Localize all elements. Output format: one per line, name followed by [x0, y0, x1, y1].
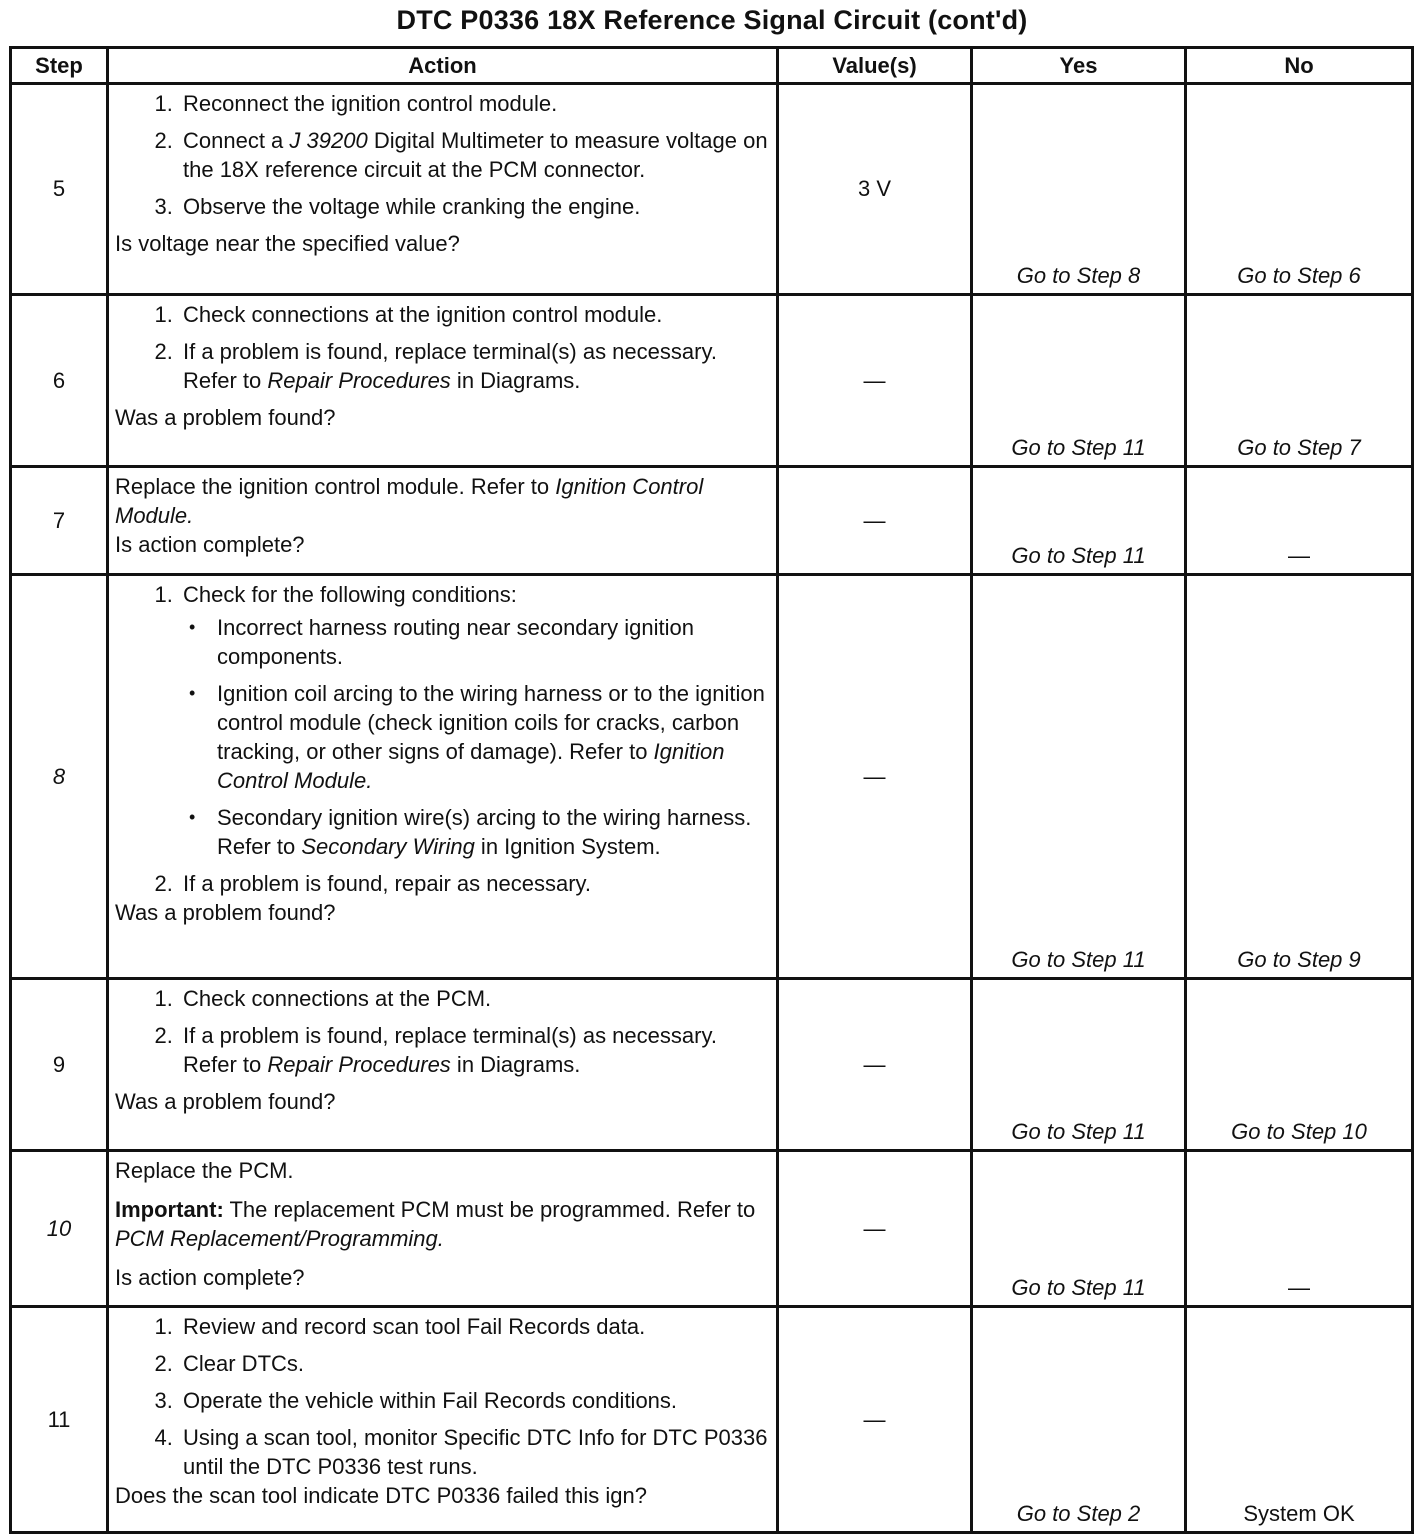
list-item: 1. Review and record scan tool Fail Records data. [179, 1312, 770, 1341]
value-cell: — [778, 1307, 972, 1533]
list-item: 1. Check connections at the ignition control module. [179, 300, 770, 329]
yes-cell: Go to Step 2 [972, 1307, 1186, 1533]
no-cell: Go to Step 6 [1186, 84, 1413, 295]
no-cell: — [1186, 1151, 1413, 1307]
value-cell: — [778, 1151, 972, 1307]
yes-cell: Go to Step 8 [972, 84, 1186, 295]
list-item: 1. Check for the following conditions: • Incorrect harness routing near secondary ignition components. • Ignition coil arcing to the wiring harness or to the ignition control module (check ignition coils for cracks, carbon tracking, or other signs of damage). Refer to Ignition Control Module. • Secondary ignition wire(s) arcing to the wiring harness. Refer to Secondary Wiring in Ignition System. [179, 580, 770, 861]
action-text: Replace the ignition control module. Refer to Ignition Control Module. [115, 474, 704, 528]
yes-cell: Go to Step 11 [972, 979, 1186, 1151]
important-note: Important: The replacement PCM must be programmed. Refer to PCM Replacement/Programming. [115, 1197, 756, 1251]
yes-cell: Go to Step 11 [972, 575, 1186, 979]
page-title: DTC P0336 18X Reference Signal Circuit (cont'd) [396, 5, 1028, 35]
value-cell: — [778, 295, 972, 467]
action-cell [108, 1151, 778, 1307]
list-item: 3. Observe the voltage while cranking the engine. [179, 192, 770, 221]
value-cell: — [778, 467, 972, 575]
no-cell: Go to Step 9 [1186, 575, 1413, 979]
table-row-step-7 [11, 467, 1413, 575]
question: Was a problem found? [115, 405, 336, 430]
col-header-no: No [1186, 48, 1413, 84]
no-cell: Go to Step 7 [1186, 295, 1413, 467]
question: Was a problem found? [115, 900, 336, 925]
question: Is action complete? [115, 532, 305, 557]
header-row [11, 48, 1413, 84]
table-row-step-6 [11, 295, 1413, 467]
bullet-item: • Incorrect harness routing near secondary ignition components. [215, 613, 770, 671]
action-cell [108, 467, 778, 575]
value-cell: — [778, 979, 972, 1151]
question: Is action complete? [115, 1265, 305, 1290]
table-row-step-11 [11, 1307, 1413, 1533]
col-header-values: Value(s) [778, 48, 972, 84]
value-cell: 3 V [778, 84, 972, 295]
no-cell: Go to Step 10 [1186, 979, 1413, 1151]
list-item: 1. Reconnect the ignition control module. [179, 89, 770, 118]
action-cell [108, 1307, 778, 1533]
bullet-item: • Ignition coil arcing to the wiring harness or to the ignition control module (check ignition coils for cracks, carbon tracking, or other signs of damage). Refer to Ignition Control Module. [215, 679, 770, 795]
yes-cell: Go to Step 11 [972, 1151, 1186, 1307]
col-header-yes: Yes [972, 48, 1186, 84]
step-number: 11 [11, 1307, 108, 1533]
action-text: Replace the PCM. [115, 1158, 294, 1183]
no-cell: System OK [1186, 1307, 1413, 1533]
question: Does the scan tool indicate DTC P0336 failed this ign? [115, 1483, 647, 1508]
step-number: 8 [11, 575, 108, 979]
value-cell: — [778, 575, 972, 979]
table-row-step-8 [11, 575, 1413, 979]
step-number: 5 [11, 84, 108, 295]
yes-cell: Go to Step 11 [972, 295, 1186, 467]
action-cell [108, 295, 778, 467]
list-item: 2. Connect a J 39200 Digital Multimeter to measure voltage on the 18X reference circuit at the PCM connector. [179, 126, 770, 184]
step-number: 6 [11, 295, 108, 467]
table-row-step-10 [11, 1151, 1413, 1307]
action-cell [108, 979, 778, 1151]
list-item: 4. Using a scan tool, monitor Specific DTC Info for DTC P0336 until the DTC P0336 test runs. [179, 1423, 770, 1481]
list-item: 1. Check connections at the PCM. [179, 984, 770, 1013]
col-header-action: Action [108, 48, 778, 84]
question: Is voltage near the specified value? [115, 231, 460, 256]
yes-cell: Go to Step 11 [972, 467, 1186, 575]
col-header-step: Step [11, 48, 108, 84]
table-row-step-9 [11, 979, 1413, 1151]
list-item: 2. Clear DTCs. [179, 1349, 770, 1378]
list-item: 2. If a problem is found, replace terminal(s) as necessary. Refer to Repair Procedures in Diagrams. [179, 1021, 770, 1079]
step-number: 9 [11, 979, 108, 1151]
step-number: 7 [11, 467, 108, 575]
no-cell: — [1186, 467, 1413, 575]
list-item: 2. If a problem is found, replace terminal(s) as necessary. Refer to Repair Procedures in Diagrams. [179, 337, 770, 395]
table-row-step-5 [11, 84, 1413, 295]
action-cell [108, 84, 778, 295]
step-number: 10 [11, 1151, 108, 1307]
action-cell [108, 575, 778, 979]
list-item: 2. If a problem is found, repair as necessary. [179, 869, 770, 898]
question: Was a problem found? [115, 1089, 336, 1114]
list-item: 3. Operate the vehicle within Fail Records conditions. [179, 1386, 770, 1415]
diagnostic-table [9, 46, 1414, 1534]
bullet-item: • Secondary ignition wire(s) arcing to the wiring harness. Refer to Secondary Wiring in Ignition System. [215, 803, 770, 861]
